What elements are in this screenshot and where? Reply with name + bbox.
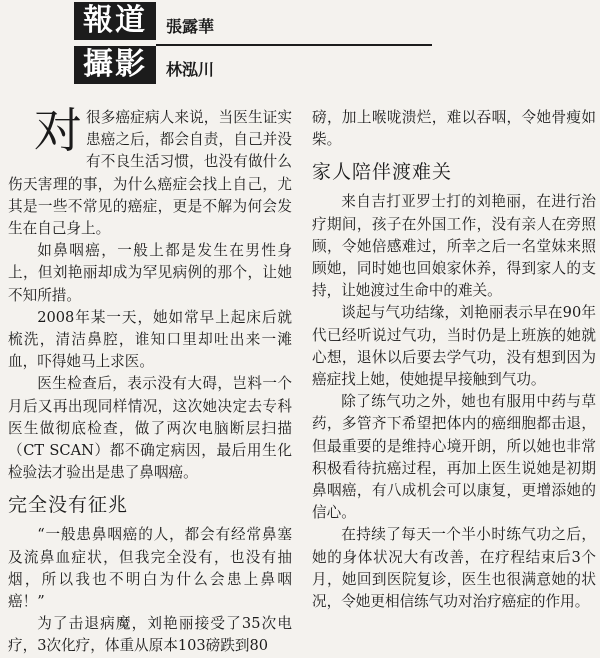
- lead-paragraph: [8, 103, 292, 240]
- photographer-name: 林泓川: [166, 60, 215, 79]
- report-tag: 報道: [74, 2, 156, 40]
- paragraph-8: 谈起与气功结缘，刘艳丽表示早在90年代已经听说过气功，当时仍是上班族的她就心想，退休以后要去学气功，没有想到因为癌症找上她，使她提早接触到气功。: [312, 304, 596, 389]
- reporter-name: 張露華: [166, 17, 215, 36]
- paragraph-10: 在持续了每天一个半小时练气功之后，她的身体状况大有改善，在疗程结束后3个月，她回到医院复诊，医生也很满意她的状况，令她更相信练气功对治疗癌症的作用。: [312, 526, 596, 611]
- paragraph-9: 除了练气功之外，她也有服用中药与草药，多管齐下希望把体内的癌细胞都击退，但最重要的是维持心境开朗，所以她也非常积极看待抗癌过程，再加上医生说她是初期鼻咽癌，有八成机会可以康复，更增添她的信心。: [312, 393, 596, 522]
- paragraph-6: 为了击退病魔，刘艳丽接受了35次电疗，3次化疗，体重从原本103磅跌到80: [8, 615, 292, 655]
- article-column-right: [312, 107, 596, 613]
- drop-cap: 对: [34, 103, 83, 159]
- byline-block: [0, 0, 600, 98]
- lead-text: 很多癌症病人来说，当医生证实患癌之后，都会自责，自己并没有不良生活习惯，也没有做什么伤天害理的事，为什么癌症会找上自己，尤其是一些不常见的癌症，更是不解为何会发生在自己身上。: [8, 109, 292, 238]
- paragraph-6-continued: 磅，加上喉咙溃烂，难以吞咽，令她骨瘦如柴。: [312, 109, 596, 149]
- subheading-family-support: 家人陪伴渡难关: [312, 161, 453, 184]
- article-column-left: [8, 103, 292, 658]
- paragraph-5: “一般患鼻咽癌的人，都会有经常鼻塞及流鼻血症状，但我完全没有，也没有抽烟，所以我也不明白为什么会患上鼻咽癌！”: [8, 526, 292, 611]
- subheading-no-symptoms: 完全没有征兆: [8, 494, 129, 517]
- photo-tag: 攝影: [74, 46, 156, 84]
- paragraph-3: 2008年某一天，她如常早上起床后就梳洗，清洁鼻腔，谁知口里却吐出来一滩血，吓得她马上求医。: [8, 308, 292, 371]
- paragraph-4: 医生检查后，表示没有大碍，岂料一个月后又再出现同样情况，这次她决定去专科医生做彻底检查，做了两次电脑断层扫描（CT SCAN）都不确定病因，最后用生化检验法才验出是患了鼻咽癌。: [8, 375, 292, 482]
- paragraph-7: 来自吉打亚罗士打的刘艳丽，在进行治疗期间，孩子在外国工作，没有亲人在旁照顾，令她倍感难过，所幸之后一名堂妹来照顾她，同时她也回娘家休养，得到家人的支持，让她渡过生命中的难关。: [312, 193, 596, 300]
- byline-divider: [156, 44, 432, 46]
- paragraph-2: 如鼻咽癌，一般上都是发生在男性身上，但刘艳丽却成为罕见病例的那个，让她不知所措。: [8, 242, 292, 304]
